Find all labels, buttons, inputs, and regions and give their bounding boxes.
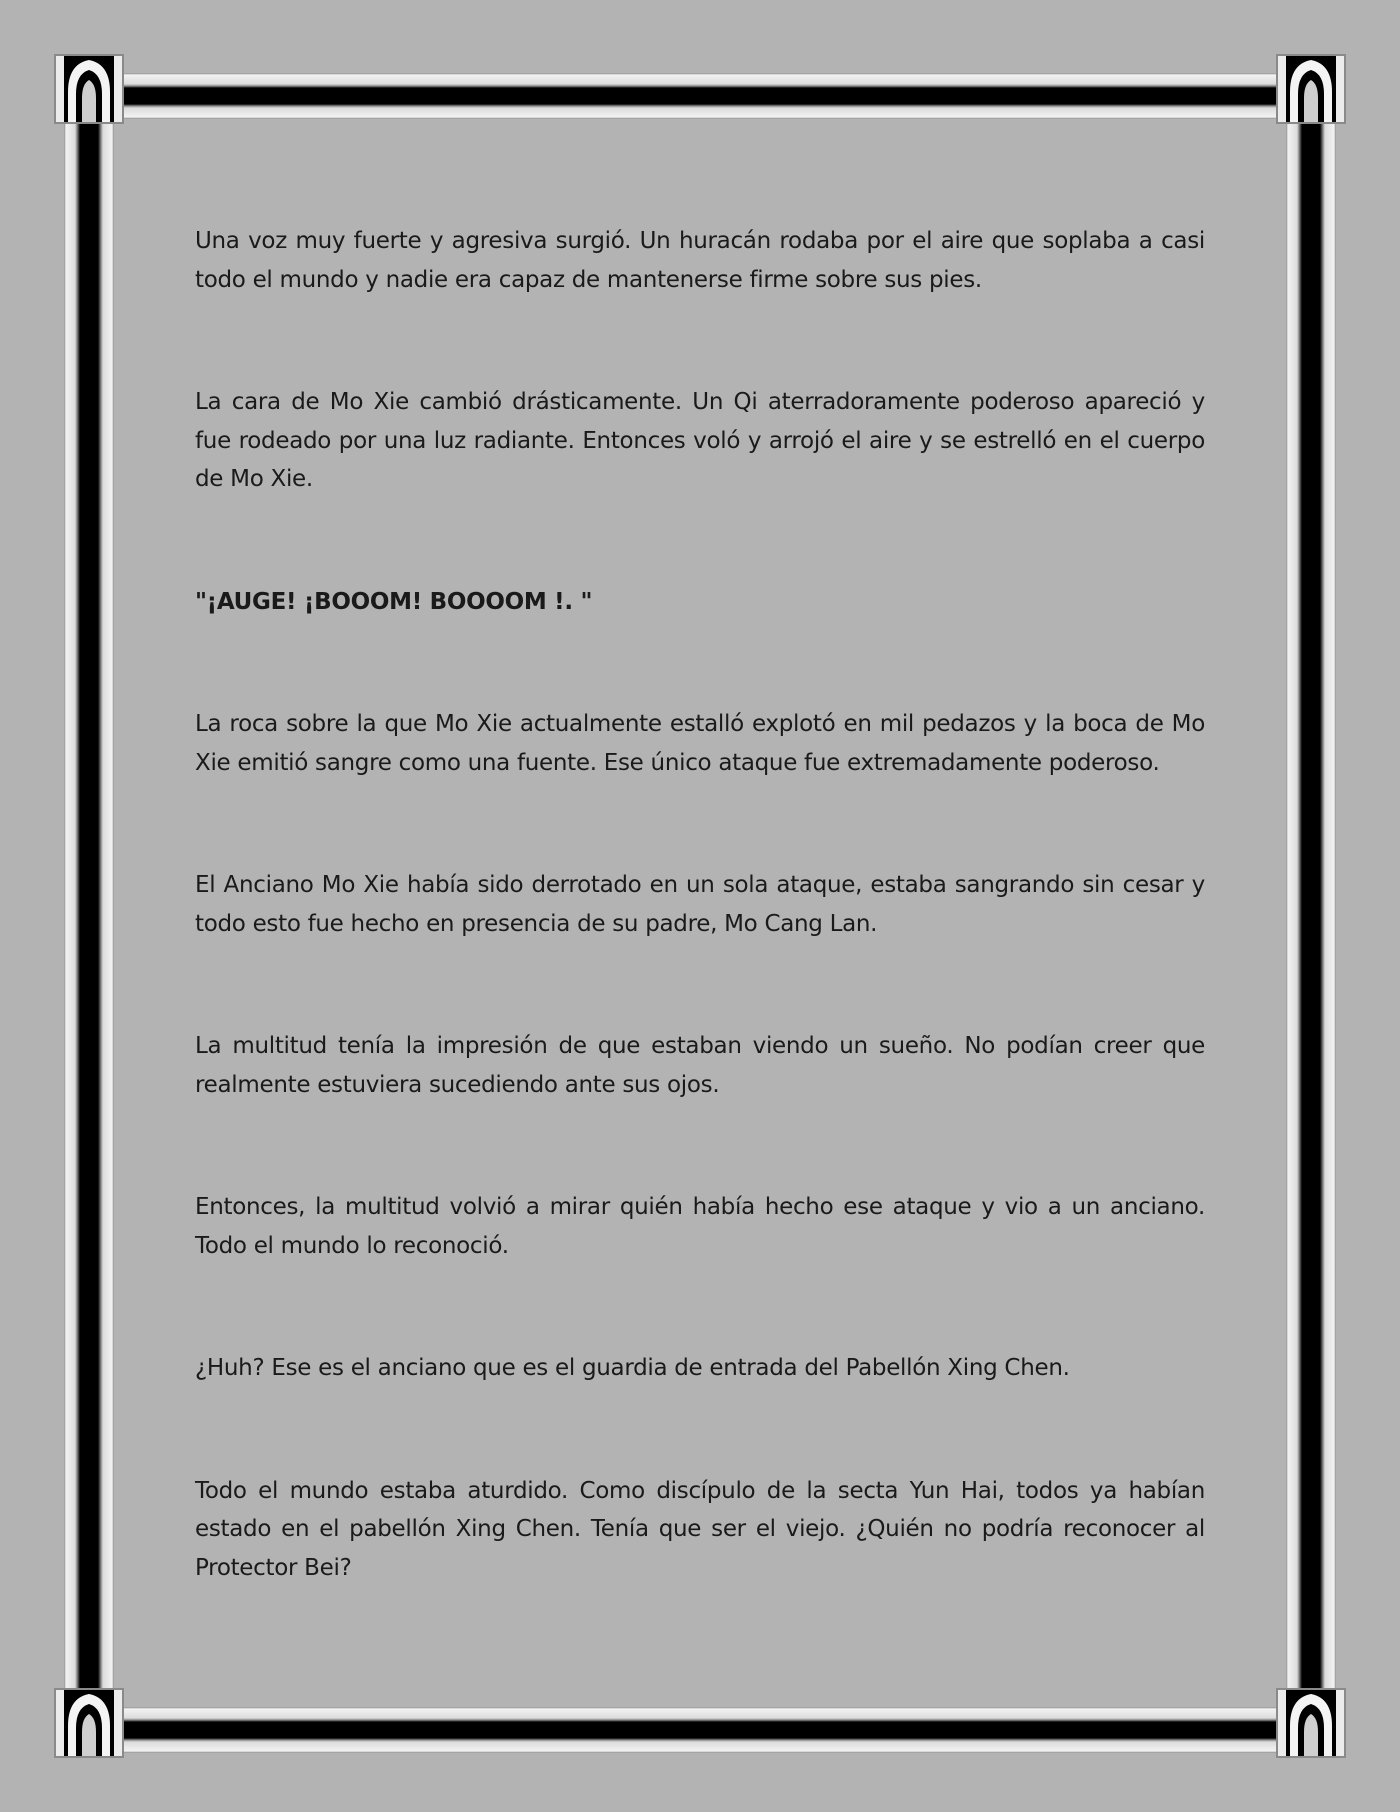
paragraph: La roca sobre la que Mo Xie actualmente estalló explotó en mil pedazos y la boca de Mo Xie emitió sangre como una fuente. Ese único ataque fue extremadamente poderoso.: [195, 711, 1205, 776]
frame-right-bar: [1286, 100, 1336, 1710]
page-text-body: [195, 222, 1205, 1671]
paragraph: Una voz muy fuerte y agresiva surgió. Un huracán rodaba por el aire que soplaba a casi todo el mundo y nadie era capaz de mantenerse firme sobre sus pies.: [195, 228, 1205, 293]
frame-top-bar: [100, 73, 1300, 119]
paragraph-exclamation: "¡AUGE! ¡BOOOM! BOOOOM !. ": [195, 588, 593, 615]
frame-bottom-bar: [100, 1707, 1300, 1753]
paragraph: Entonces, la multitud volvió a mirar quién había hecho ese ataque y vio a un anciano. Todo el mundo lo reconoció.: [195, 1194, 1205, 1259]
paragraph: Todo el mundo estaba aturdido. Como discípulo de la secta Yun Hai, todos ya habían estado en el pabellón Xing Chen. Tenía que ser el viejo. ¿Quién no podría reconocer al Protector Bei?: [195, 1477, 1205, 1581]
corner-ornament-top-right-icon: [1276, 54, 1346, 124]
corner-ornament-top-left-icon: [54, 54, 124, 124]
paragraph: La multitud tenía la impresión de que estaban viendo un sueño. No podían creer que realmente estuviera sucediendo ante sus ojos.: [195, 1033, 1205, 1098]
paragraph: La cara de Mo Xie cambió drásticamente. Un Qi aterradoramente poderoso apareció y fue rodeado por una luz radiante. Entonces voló y arrojó el aire y se estrelló en el cuerpo de Mo Xie.: [195, 389, 1205, 492]
frame-left-bar: [64, 100, 114, 1710]
corner-ornament-bottom-left-icon: [54, 1688, 124, 1758]
corner-ornament-bottom-right-icon: [1276, 1688, 1346, 1758]
paragraph: ¿Huh? Ese es el anciano que es el guardia de entrada del Pabellón Xing Chen.: [195, 1355, 1070, 1381]
paragraph: El Anciano Mo Xie había sido derrotado en un sola ataque, estaba sangrando sin cesar y todo esto fue hecho en presencia de su padre, Mo Cang Lan.: [195, 872, 1205, 937]
